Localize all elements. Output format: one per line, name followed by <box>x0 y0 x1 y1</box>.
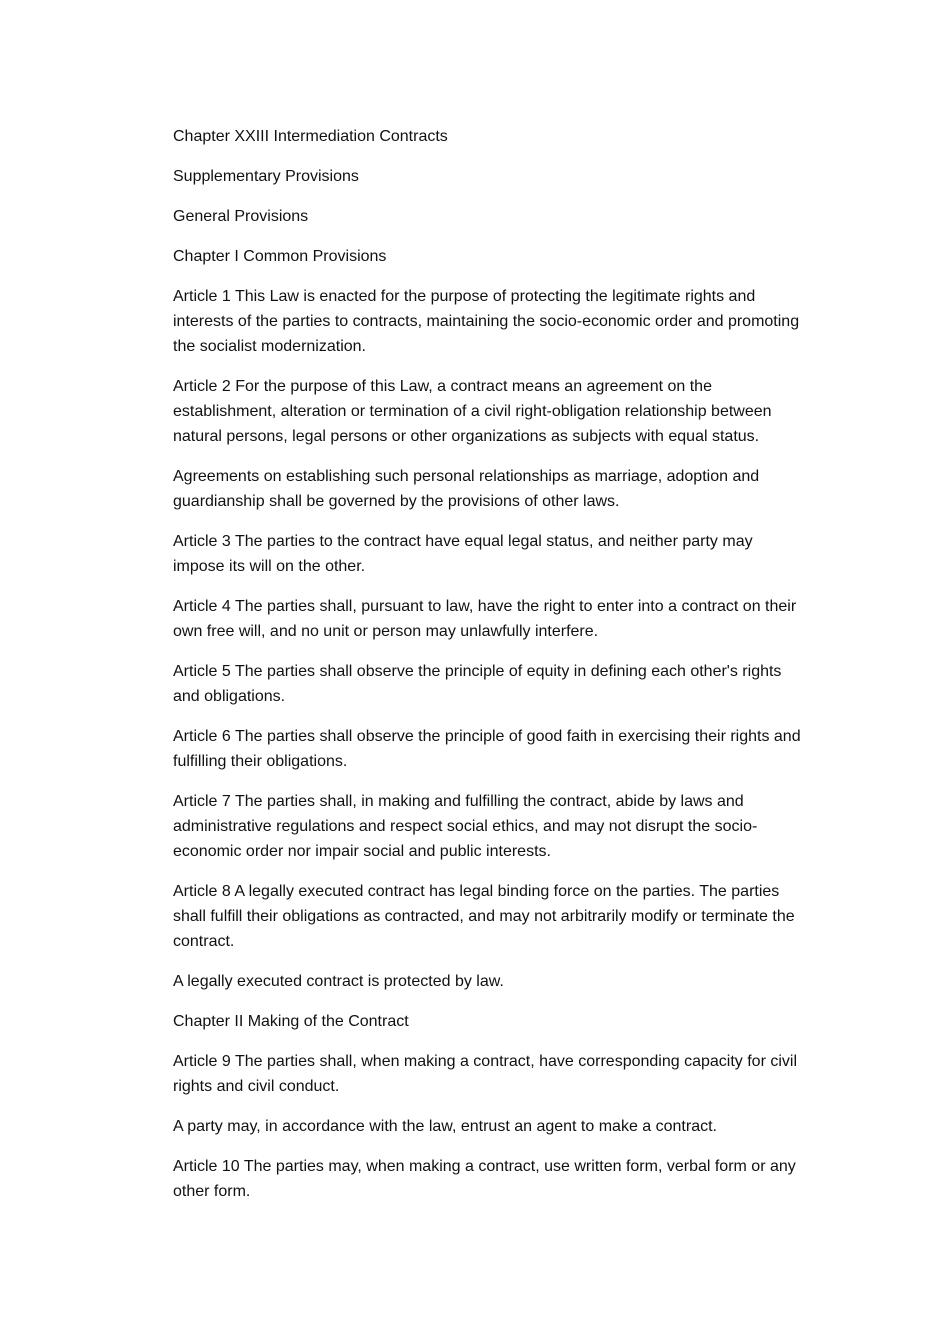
document-body <box>173 124 805 1219</box>
article-paragraph: Article 10 The parties may, when making a contract, use written form, verbal form or any other form. <box>173 1158 796 1200</box>
article-paragraph: A party may, in accordance with the law, entrust an agent to make a contract. <box>173 1118 717 1135</box>
chapter-heading: Chapter II Making of the Contract <box>173 1013 409 1030</box>
article-paragraph: Article 6 The parties shall observe the principle of good faith in exercising their rights and fulfilling their obligations. <box>173 728 801 770</box>
article-paragraph: A legally executed contract is protected by law. <box>173 973 504 990</box>
article-paragraph: Article 5 The parties shall observe the principle of equity in defining each other's rights and obligations. <box>173 663 782 705</box>
section-heading: General Provisions <box>173 208 309 225</box>
chapter-heading: Chapter XXIII Intermediation Contracts <box>173 128 448 145</box>
article-paragraph: Article 4 The parties shall, pursuant to law, have the right to enter into a contract on their own free will, and no unit or person may unlawfully interfere. <box>173 598 797 640</box>
article-paragraph: Agreements on establishing such personal relationships as marriage, adoption and guardianship shall be governed by the provisions of other laws. <box>173 468 760 510</box>
article-paragraph: Article 7 The parties shall, in making and fulfilling the contract, abide by laws and administrative regulations and respect social ethics, and may not disrupt the socio-economic order nor impair social and public interests. <box>173 793 758 860</box>
article-paragraph: Article 1 This Law is enacted for the purpose of protecting the legitimate rights and interests of the parties to contracts, maintaining the socio-economic order and promoting the socialist modernization. <box>173 288 800 355</box>
article-paragraph: Article 3 The parties to the contract have equal legal status, and neither party may impose its will on the other. <box>173 533 753 575</box>
chapter-heading: Chapter I Common Provisions <box>173 248 387 265</box>
article-paragraph: Article 9 The parties shall, when making a contract, have corresponding capacity for civil rights and civil conduct. <box>173 1053 798 1095</box>
article-paragraph: Article 2 For the purpose of this Law, a contract means an agreement on the establishment, alteration or termination of a civil right-obligation relationship between natural persons, legal persons or other organizations as subjects with equal status. <box>173 378 772 445</box>
article-paragraph: Article 8 A legally executed contract has legal binding force on the parties. The parties shall fulfill their obligations as contracted, and may not arbitrarily modify or terminate the contract. <box>173 883 795 950</box>
section-heading: Supplementary Provisions <box>173 168 359 185</box>
